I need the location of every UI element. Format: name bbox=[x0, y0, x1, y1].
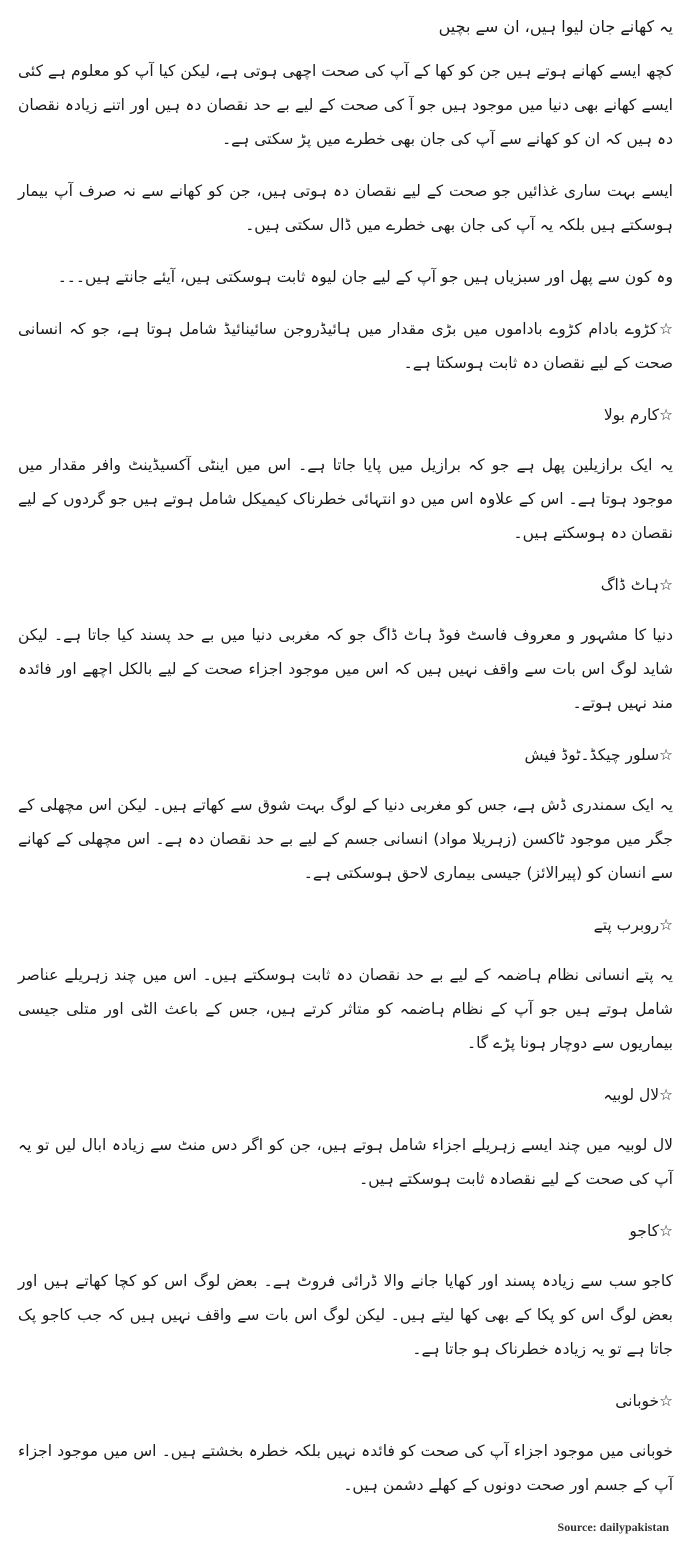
intro-paragraph: کچھ ایسے کھانے ہوتے ہیں جن کو کھا کے آپ کی صحت اچھی ہوتی ہے، لیکن کیا آپ کو معلوم ہے کئی ایسے کھانے بھی دنیا میں موجود ہیں جو آ کی صحت کے لیے بے حد نقصان دہ ہیں اور اتنے زیادہ نقصان دہ ہیں کہ ان کو کھانے سے آپ کی جان بھی خطرے میں پڑ سکتی ہے۔ bbox=[18, 62, 673, 148]
cashew-heading: ☆کاجو bbox=[629, 1222, 673, 1240]
karela-heading: ☆کارم بولا bbox=[603, 406, 673, 424]
fish-paragraph: یہ ایک سمندری ڈش ہے، جس کو مغربی دنیا کے لوگ بہت شوق سے کھاتے ہیں۔ لیکن اس مچھلی کے جگر میں موجود ٹاکسن (زہریلا مواد) انسانی جسم کے لیے بے حد نقصان دہ ہے۔ اس مچھلی کے کھانے سے انسان کو (پیرالائز) جیسی بیماری لاحق ہوسکتی ہے۔ bbox=[18, 796, 673, 882]
hotdog-heading: ☆ہاٹ ڈاگ bbox=[600, 576, 673, 594]
beans-heading: ☆لال لوبیہ bbox=[603, 1086, 673, 1104]
article-body bbox=[18, 10, 673, 1520]
hotdog-paragraph: دنیا کا مشہور و معروف فاسٹ فوڈ ہاٹ ڈاگ جو کہ مغربی دنیا میں بے حد پسند کیا جاتا ہے۔ لیکن شاید لوگ اس بات سے واقف نہیں ہیں کہ اس میں موجود اجزاء صحت کے لیے بالکل اچھے اور فائدہ مند نہیں ہوتے۔ bbox=[18, 626, 673, 712]
apricot-heading: ☆خوبانی bbox=[615, 1392, 673, 1410]
karela-paragraph: یہ ایک برازیلین پھل ہے جو کہ برازیل میں پایا جاتا ہے۔ اس میں اینٹی آکسیڈینٹ وافر مقدار میں موجود ہوتا ہے۔ اس کے علاوہ اس میں دو انتہائی خطرناک کیمیکل شامل ہوتے ہیں جو گردوں کے لیے نقصان دہ ہوسکتے ہیں۔ bbox=[18, 456, 673, 542]
source-credit: Source: dailypakistan bbox=[557, 1520, 669, 1534]
beans-paragraph: لال لوبیہ میں چند ایسے زہریلے اجزاء شامل ہوتے ہیں، جن کو اگر دس منٹ سے زیادہ ابال لیں تو یہ آپ کی صحت کے لیے نقصادہ ثابت ہوسکتے ہیں۔ bbox=[18, 1136, 673, 1188]
almond-paragraph: ☆کڑوے بادام کڑوے باداموں میں بڑی مقدار میں ہائیڈروجن سائینائیڈ شامل ہوتا ہے، جو کہ انسانی صحت کے لیے نقصان دہ ثابت ہوسکتا ہے۔ bbox=[18, 320, 673, 372]
cashew-paragraph: کاجو سب سے زیادہ پسند اور کھایا جانے والا ڈرائی فروٹ ہے۔ بعض لوگ اس کو کچا کھاتے ہیں اور بعض لوگ اس کو پکا کے بھی کھا لیتے ہیں۔ لیکن لوگ اس بات سے واقف نہیں ہیں کہ جب کاجو پک جاتا ہے تو یہ زیادہ خطرناک ہو جاتا ہے۔ bbox=[18, 1272, 673, 1358]
lead-paragraph: وہ کون سے پھل اور سبزیاں ہیں جو آپ کے لیے جان لیوہ ثابت ہوسکتی ہیں، آیئے جانتے ہیں۔۔۔ bbox=[57, 268, 673, 286]
rhubarb-paragraph: یہ پتے انسانی نظام ہاضمہ کے لیے بے حد نقصان دہ ثابت ہوسکتے ہیں۔ اس میں چند زہریلے عناصر شامل ہوتے ہیں جو آپ کے نظام ہاضمہ کو متاثر کرتے ہیں، جس کے باعث الٹی اور متلی جیسی بیماریوں سے دوچار ہونا پڑے گا۔ bbox=[18, 966, 673, 1052]
fish-heading: ☆سلور چیکڈ۔ٹوڈ فیش bbox=[524, 746, 673, 764]
article-title: یہ کھانے جان لیوا ہیں، ان سے بچیں bbox=[438, 17, 673, 36]
intro-paragraph-2: ایسے بہت ساری غذائیں جو صحت کے لیے نقصان دہ ہوتی ہیں، جن کو کھانے سے نہ صرف آپ بیمار ہوسکتے ہیں بلکہ یہ آپ کی جان بھی خطرے میں ڈال سکتی ہیں۔ bbox=[18, 182, 673, 234]
apricot-paragraph: خوبانی میں موجود اجزاء آپ کی صحت کو فائدہ نہیں بلکہ خطرہ بخشتے ہیں۔ اس میں موجود اجزاء آپ کے جسم اور صحت دونوں کے کھلے دشمن ہیں۔ bbox=[18, 1442, 673, 1494]
rhubarb-heading: ☆روبرب پتے bbox=[593, 916, 673, 934]
